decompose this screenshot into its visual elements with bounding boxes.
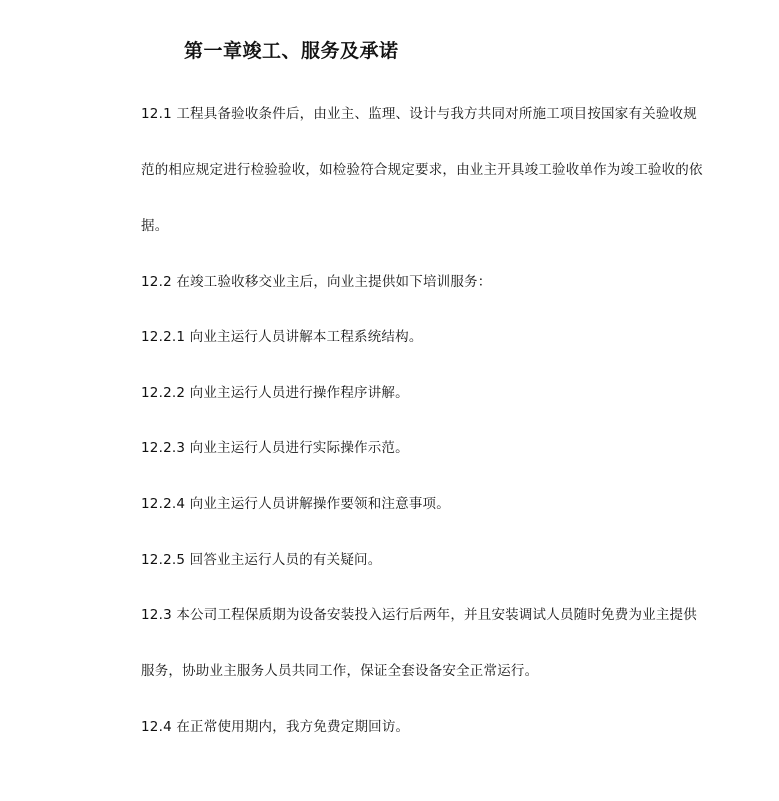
paragraph-12-1-line-3: 据。	[141, 218, 169, 234]
paragraph-12-2-4: 12.2.4 向业主运行人员讲解操作要领和注意事项。	[141, 496, 450, 512]
paragraph-12-2-2: 12.2.2 向业主运行人员进行操作程序讲解。	[141, 385, 409, 401]
chapter-title: 第一章竣工、服务及承诺	[184, 40, 399, 62]
paragraph-12-4: 12.4 在正常使用期内，我方免费定期回访。	[141, 719, 410, 735]
paragraph-12-1-line-1: 12.1 工程具备验收条件后，由业主、监理、设计与我方共同对所施工项目按国家有关验收规	[141, 106, 697, 122]
paragraph-12-2: 12.2 在竣工验收移交业主后，向业主提供如下培训服务：	[141, 274, 492, 290]
paragraph-12-3-line-1: 12.3 本公司工程保质期为设备安装投入运行后两年，并且安装调试人员随时免费为业主提供	[141, 607, 697, 623]
paragraph-12-1-line-2: 范的相应规定进行检验验收，如检验符合规定要求，由业主开具竣工验收单作为竣工验收的依	[141, 162, 703, 178]
paragraph-12-2-5: 12.2.5 回答业主运行人员的有关疑问。	[141, 552, 382, 568]
paragraph-12-2-3: 12.2.3 向业主运行人员进行实际操作示范。	[141, 440, 409, 456]
paragraph-12-2-1: 12.2.1 向业主运行人员讲解本工程系统结构。	[141, 329, 423, 345]
paragraph-12-3-line-2: 服务，协助业主服务人员共同工作，保证全套设备安全正常运行。	[141, 663, 539, 679]
